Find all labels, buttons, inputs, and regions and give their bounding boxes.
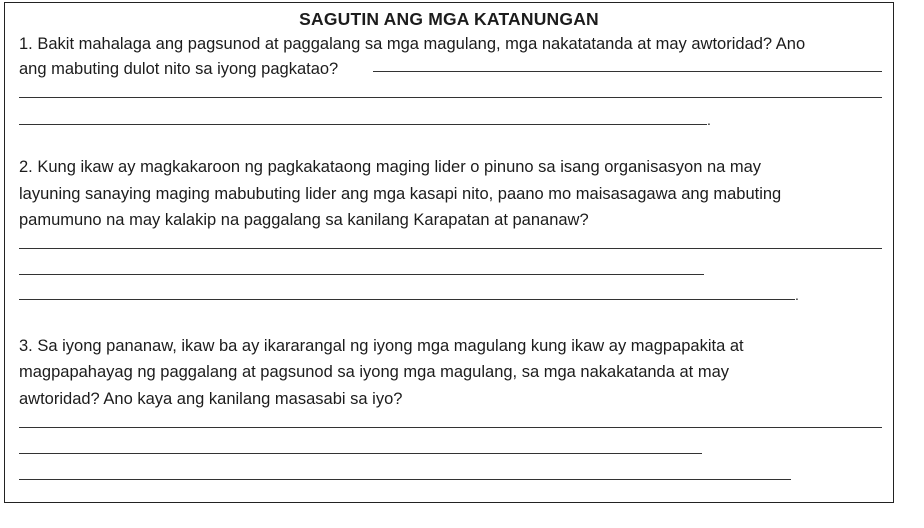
- question-1-line-2: ang mabuting dulot nito sa iyong pagkatao?: [19, 60, 339, 78]
- question-3-line-3: awtoridad? Ano kaya ang kanilang masasabi sa iyo?: [19, 390, 403, 408]
- answer-end-mark: .: [795, 287, 799, 303]
- worksheet: [4, 2, 894, 503]
- answer-blank-2b[interactable]: [19, 274, 704, 275]
- worksheet-title: SAGUTIN ANG MGA KATANUNGAN: [299, 9, 599, 29]
- answer-blank-1b[interactable]: [19, 97, 882, 98]
- answer-end-mark: .: [707, 112, 711, 128]
- question-2-line-3: pamumuno na may kalakip na paggalang sa kanilang Karapatan at pananaw?: [19, 211, 589, 229]
- question-3-line-2: magpapahayag ng paggalang at pagsunod sa iyong mga magulang, sa mga nakakatanda at may: [19, 363, 730, 381]
- answer-blank-3c[interactable]: [19, 479, 791, 480]
- answer-blank-1a[interactable]: [373, 71, 882, 72]
- answer-blank-2c[interactable]: [19, 299, 795, 300]
- answer-blank-3a[interactable]: [19, 427, 882, 428]
- answer-blank-1c[interactable]: [19, 124, 707, 125]
- answer-blank-2a[interactable]: [19, 248, 882, 249]
- question-3-line-1: 3. Sa iyong pananaw, ikaw ba ay ikararangal ng iyong mga magulang kung ikaw ay magpapakita at: [19, 337, 744, 355]
- question-1-line-1: 1. Bakit mahalaga ang pagsunod at paggalang sa mga magulang, mga nakatatanda at may awtoridad? Ano: [19, 35, 806, 53]
- question-2-line-1: 2. Kung ikaw ay magkakaroon ng pagkakataong maging lider o pinuno sa isang organisasyon na may: [19, 158, 762, 176]
- answer-blank-3b[interactable]: [19, 453, 702, 454]
- question-2-line-2: layuning sanaying maging mabubuting lider ang mga kasapi nito, paano mo maisasagawa ang mabuting: [19, 185, 782, 203]
